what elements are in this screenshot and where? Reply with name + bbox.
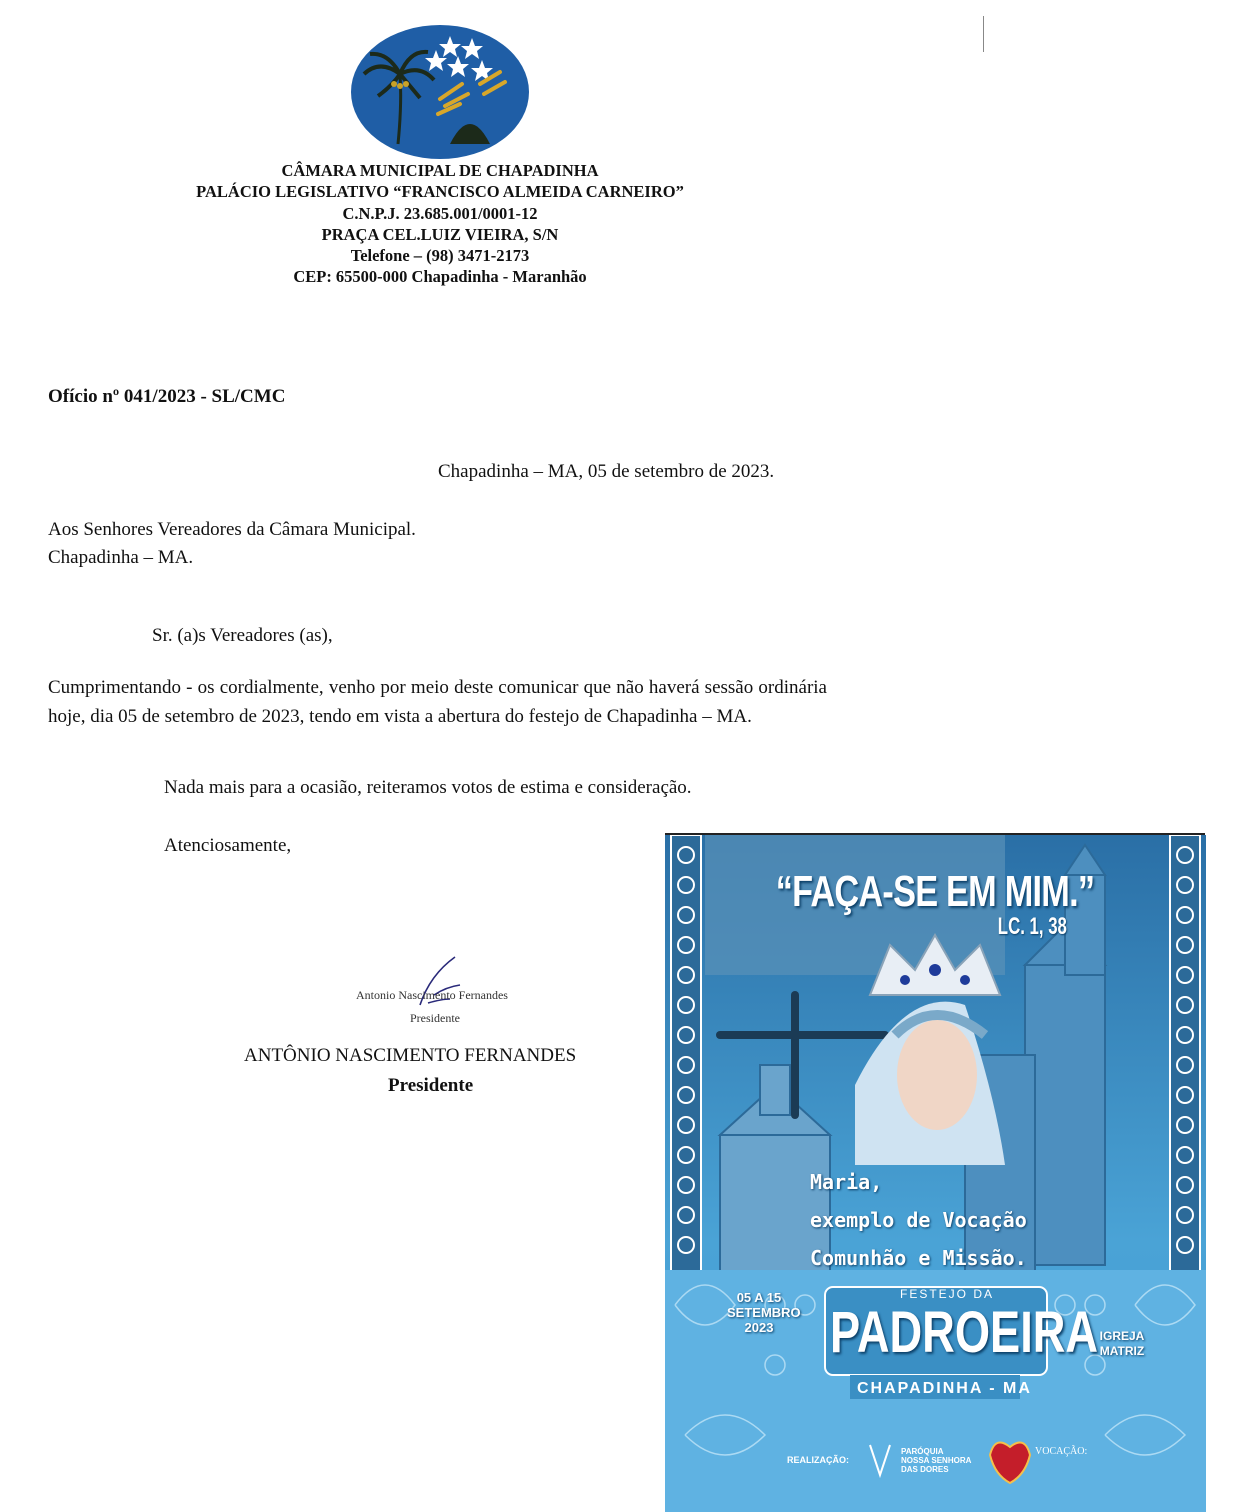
letterhead [140,160,740,288]
venue-line: MATRIZ [1099,1344,1145,1358]
festival-poster [665,835,1206,1512]
signature-stamp-title: Presidente [410,1011,460,1025]
lace-border-right [1170,835,1200,1280]
header-line: PALÁCIO LEGISLATIVO “FRANCISCO ALMEIDA CARNEIRO” [196,182,684,202]
signature-stamp-name: Antonio Nascimento Fernandes [356,988,508,1002]
poster-city: CHAPADINHA - MA [857,1380,1032,1397]
venue-line: IGREJA [1099,1329,1145,1343]
recipient-address [48,516,416,572]
poster-festejo: FESTEJO DA [900,1287,995,1301]
paroquia-line: PARÓQUIA [901,1447,944,1456]
paroquia-line: DAS DORES [901,1465,949,1474]
poster-theme [810,1163,1027,1277]
poster-vocacao: VOCAÇÃO: [1035,1446,1088,1457]
poster-venue [1097,1329,1147,1359]
header-line: Telefone – (98) 3471-2173 [350,246,530,266]
header-line: C.N.P.J. 23.685.001/0001-12 [342,203,538,223]
poster-paroquia [901,1447,971,1474]
theme-line: exemplo de Vocação [810,1208,1027,1232]
poster-title: PADROEIRA [830,1300,1099,1365]
regards: Atenciosamente, [164,835,292,856]
address-line: Chapadinha – MA. [48,547,194,568]
header-line: CEP: 65500-000 Chapadinha - Maranhão [293,267,587,287]
theme-line: Comunhão e Missão. [810,1246,1027,1270]
date-line: 05 A 15 [736,1290,782,1305]
header-line: PRAÇA CEL.LUIZ VIEIRA, S/N [321,224,559,244]
closing-line: Nada mais para a ocasião, reiteramos votos de estima e consideração. [164,777,692,798]
signatory-name: ANTÔNIO NASCIMENTO FERNANDES [244,1045,577,1066]
vertical-mark [983,16,984,52]
address-line: Aos Senhores Vereadores da Câmara Municipal. [48,519,416,540]
poster-realizacao: REALIZAÇÃO: [787,1455,849,1465]
date-line: 2023 [744,1320,774,1335]
signatory-title: Presidente [388,1075,474,1096]
header-line: CÂMARA MUNICIPAL DE CHAPADINHA [281,161,599,180]
paroquia-line: NOSSA SENHORA [901,1456,972,1465]
lace-border-left [671,835,701,1280]
letter-body: Cumprimentando - os cordialmente, venho por meio deste comunicar que não haverá sessão ordinária hoje, dia 05 de setembro de 2023, tendo em vista a abertura do festejo de Chapadinha – MA. [48,677,827,727]
poster-quote: “FAÇA-SE EM MIM.” [775,867,1095,916]
date-line: SETEMBRO [727,1305,801,1320]
theme-line: Maria, [810,1170,883,1194]
chamber-logo [350,24,530,160]
salutation: Sr. (a)s Vereadores (as), [152,625,333,646]
oficio-number: Ofício nº 041/2023 - SL/CMC [48,386,286,407]
poster-dates [727,1290,801,1335]
letter-date: Chapadinha – MA, 05 de setembro de 2023. [438,461,775,482]
poster-reference: LC. 1, 38 [997,913,1067,940]
